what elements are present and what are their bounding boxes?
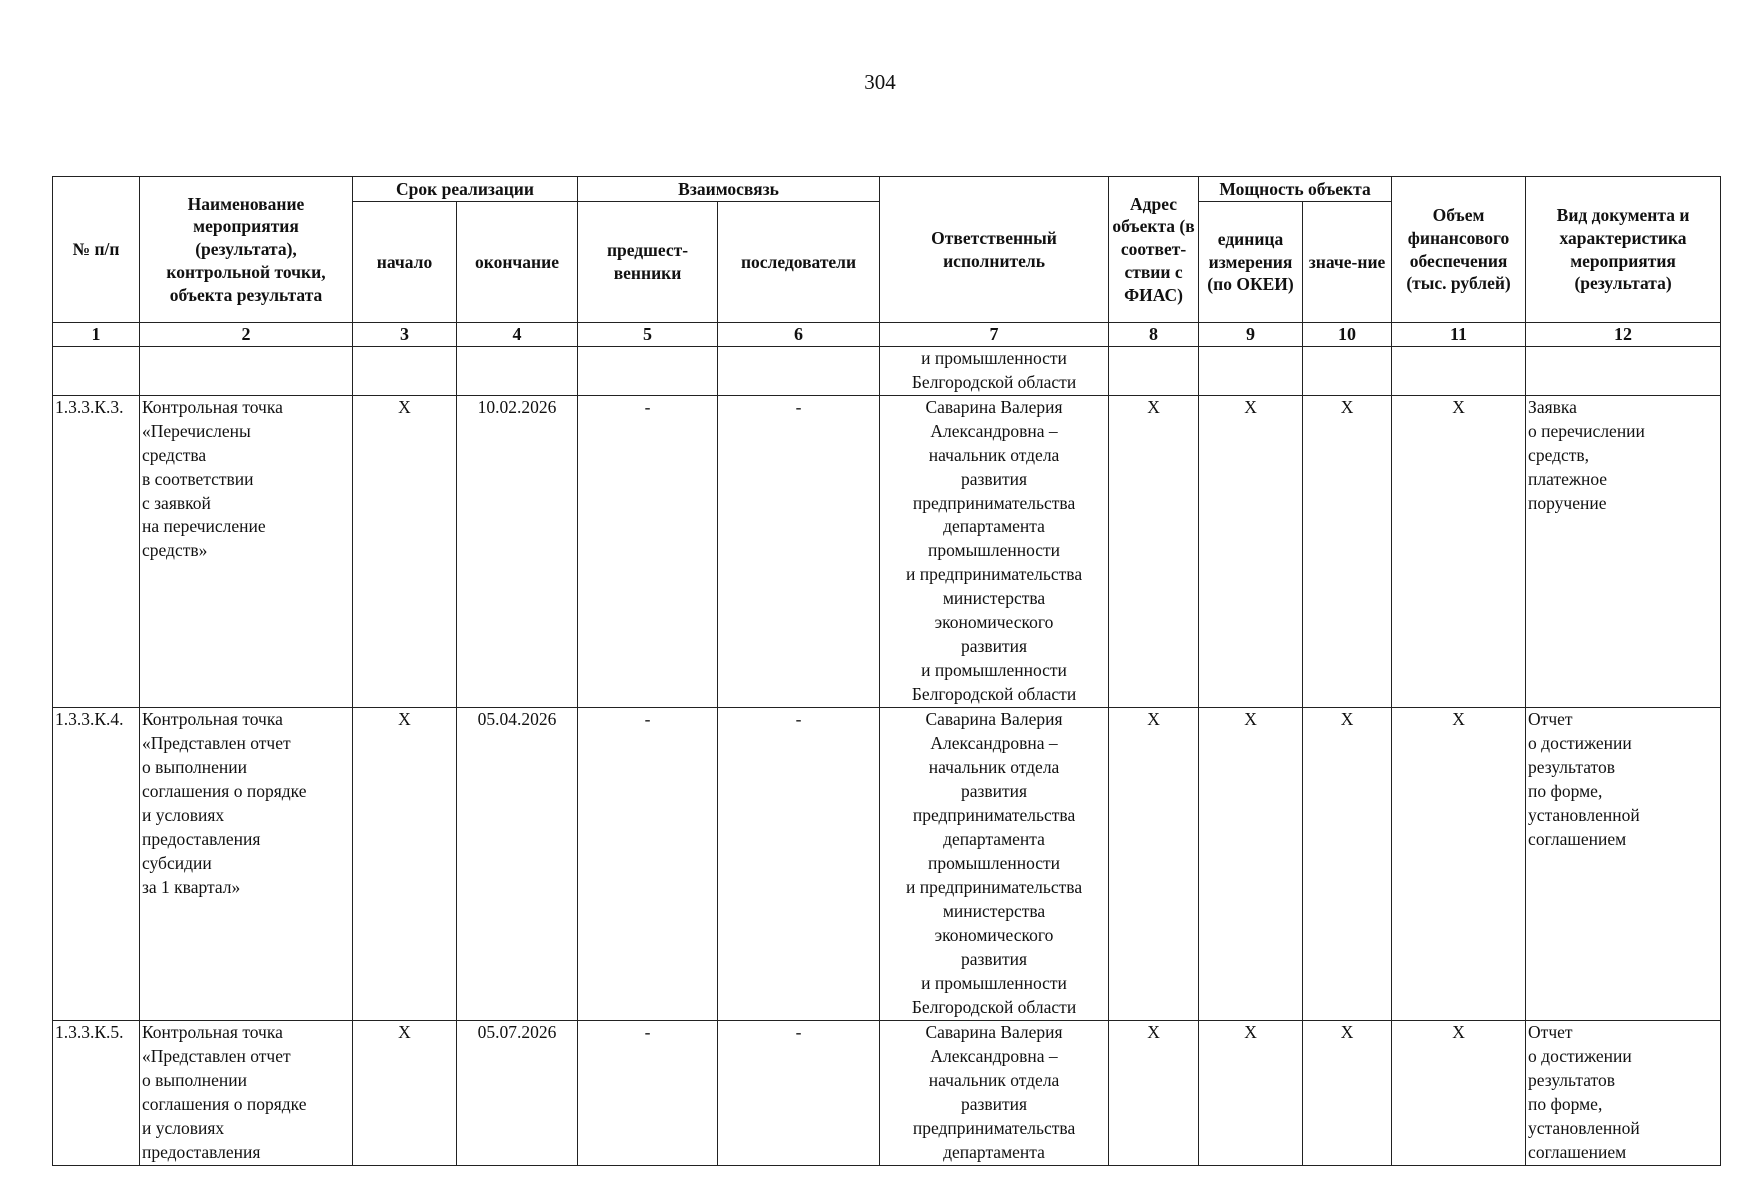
responsible-line: промышленности [928, 853, 1061, 874]
table-row [53, 395, 1721, 708]
name-line: о выполнении [142, 757, 247, 778]
responsible-line: предпринимательства [912, 1117, 1076, 1138]
document-line: Отчет [1528, 1021, 1573, 1042]
header-link-succ: последователи [718, 202, 880, 323]
responsible-cell [880, 1020, 1109, 1165]
document-line: результатов [1528, 757, 1615, 778]
page-number: 304 [864, 70, 896, 94]
name-line: за 1 квартал» [142, 877, 241, 897]
responsible-line: Саварина Валерия [925, 1021, 1063, 1042]
name-line: предоставления [142, 1141, 261, 1162]
document-line: по форме, [1528, 781, 1603, 802]
header-term-end: окончание [457, 202, 578, 323]
column-number: 6 [718, 323, 880, 347]
column-number: 4 [457, 323, 578, 347]
finance-cell: X [1392, 708, 1526, 1021]
unit-cell: X [1199, 708, 1303, 1021]
responsible-cell [880, 346, 1109, 395]
responsible-line: и предпринимательства [905, 564, 1083, 585]
document-line: о достижении [1528, 1045, 1632, 1066]
unit-cell: X [1199, 1020, 1303, 1165]
responsible-line: Александровна – [930, 1045, 1058, 1066]
responsible-line: департамента [943, 1141, 1045, 1162]
start-date-cell: X [353, 395, 457, 708]
responsible-line: экономического [934, 924, 1054, 945]
header-term-start: начало [353, 202, 457, 323]
name-line: Контрольная точка [142, 396, 283, 417]
responsible-line: Саварина Валерия [925, 396, 1063, 417]
responsible-line: и предпринимательства [905, 877, 1083, 897]
document-cell [1526, 1020, 1721, 1165]
responsible-line: министерства [942, 900, 1046, 921]
row-number-cell: 1.3.3.К.5. [53, 1020, 140, 1165]
end-date-cell: 05.04.2026 [457, 708, 578, 1021]
value-cell: X [1303, 1020, 1392, 1165]
responsible-line: промышленности [928, 540, 1061, 561]
responsible-line: и промышленности [921, 660, 1067, 681]
document-line: поручение [1528, 492, 1607, 513]
successors-cell: - [718, 708, 880, 1021]
responsible-line: развития [960, 948, 1028, 969]
responsible-line: Саварина Валерия [925, 709, 1063, 730]
address-cell: X [1109, 708, 1199, 1021]
column-number: 12 [1526, 323, 1721, 347]
column-number: 1 [53, 323, 140, 347]
name-line: с заявкой [142, 492, 211, 513]
header-capacity: Мощность объекта [1199, 177, 1392, 202]
name-line: соглашения о порядке [142, 1093, 307, 1114]
responsible-line: развития [960, 1093, 1028, 1114]
successors-cell: - [718, 395, 880, 708]
document-line: платежное [1528, 468, 1608, 489]
responsible-line: предпринимательства [912, 805, 1076, 826]
column-number: 7 [880, 323, 1109, 347]
document-cell [1526, 708, 1721, 1021]
responsible-line: начальник отдела [928, 444, 1060, 465]
name-line: средств» [142, 540, 208, 561]
header-term: Срок реализации [353, 177, 578, 202]
value-cell: X [1303, 395, 1392, 708]
name-line: в соответствии [142, 468, 254, 489]
name-line: и условиях [142, 805, 225, 826]
column-number: 2 [140, 323, 353, 347]
responsible-cell [880, 395, 1109, 708]
name-line: предоставления [142, 829, 261, 850]
column-number: 3 [353, 323, 457, 347]
name-line: субсидии [142, 853, 212, 874]
event-name-cell [140, 395, 353, 708]
responsible-line: развития [960, 781, 1028, 802]
name-line: на перечисление [142, 516, 266, 537]
column-number: 9 [1199, 323, 1303, 347]
column-number: 8 [1109, 323, 1199, 347]
responsible-line: Белгородской области [911, 996, 1077, 1017]
document-line: соглашением [1528, 829, 1627, 850]
unit-cell: X [1199, 395, 1303, 708]
name-line: и условиях [142, 1117, 225, 1138]
responsible-line: начальник отдела [928, 1069, 1060, 1090]
document-line: по форме, [1528, 1093, 1603, 1114]
document-line: установленной [1528, 805, 1640, 826]
document-cell [1526, 395, 1721, 708]
finance-cell: X [1392, 1020, 1526, 1165]
row-number-cell: 1.3.3.К.3. [53, 395, 140, 708]
responsible-line: Белгородской области [911, 371, 1077, 392]
table-row [53, 1020, 1721, 1165]
start-date-cell: X [353, 708, 457, 1021]
row-number-cell: 1.3.3.К.4. [53, 708, 140, 1021]
name-line: о выполнении [142, 1069, 247, 1090]
responsible-line: департамента [943, 829, 1045, 850]
responsible-line: департамента [943, 516, 1045, 537]
document-line: установленной [1528, 1117, 1640, 1138]
responsible-line: предпринимательства [912, 492, 1076, 513]
table-row [53, 708, 1721, 1021]
header-name: Наименование мероприятия (результата), контрольной точки, объекта результата [140, 177, 353, 323]
document-line: средств, [1528, 444, 1590, 465]
header-link-pred: предшест-венники [578, 202, 718, 323]
start-date-cell: X [353, 1020, 457, 1165]
header-capacity-unit: единица измерения (по ОКЕИ) [1199, 202, 1303, 323]
column-number: 11 [1392, 323, 1526, 347]
event-name-cell [140, 708, 353, 1021]
header-link: Взаимосвязь [578, 177, 880, 202]
responsible-line: и промышленности [921, 972, 1067, 993]
header-capacity-value: значе-ние [1303, 202, 1392, 323]
name-line: средства [142, 444, 207, 465]
name-line: «Перечислены [142, 420, 251, 441]
responsible-line: Александровна – [930, 733, 1058, 754]
finance-cell: X [1392, 395, 1526, 708]
responsible-cell [880, 708, 1109, 1021]
responsible-line: Александровна – [930, 420, 1058, 441]
successors-cell: - [718, 1020, 880, 1165]
responsible-line: и промышленности [921, 347, 1067, 368]
responsible-line: развития [960, 468, 1028, 489]
implementation-plan-table [52, 176, 1721, 1166]
address-cell: X [1109, 1020, 1199, 1165]
value-cell: X [1303, 708, 1392, 1021]
name-line: Контрольная точка [142, 709, 283, 730]
responsible-line: развития [960, 636, 1028, 657]
name-line: Контрольная точка [142, 1021, 283, 1042]
header-address: Адрес объекта (в соответ-ствии с ФИАС) [1109, 177, 1199, 323]
responsible-line: экономического [934, 612, 1054, 633]
document-line: о достижении [1528, 733, 1632, 754]
address-cell: X [1109, 395, 1199, 708]
responsible-line: министерства [942, 588, 1046, 609]
predecessors-cell: - [578, 395, 718, 708]
name-line: «Представлен отчет [142, 1045, 291, 1066]
name-line: «Представлен отчет [142, 733, 291, 754]
header-finance: Объем финансового обеспечения (тыс. рублей) [1392, 177, 1526, 323]
document-line: результатов [1528, 1069, 1615, 1090]
responsible-line: Белгородской области [911, 684, 1077, 705]
end-date-cell: 05.07.2026 [457, 1020, 578, 1165]
document-line: Заявка [1528, 396, 1577, 417]
name-line: соглашения о порядке [142, 781, 307, 802]
predecessors-cell: - [578, 1020, 718, 1165]
end-date-cell: 10.02.2026 [457, 395, 578, 708]
document-line: Отчет [1528, 709, 1573, 730]
column-number: 5 [578, 323, 718, 347]
predecessors-cell: - [578, 708, 718, 1021]
header-responsible: Ответственный исполнитель [880, 177, 1109, 323]
column-number: 10 [1303, 323, 1392, 347]
document-line: о перечислении [1528, 420, 1645, 441]
header-doc: Вид документа и характеристика мероприятия (результата) [1526, 177, 1721, 323]
header-num: № п/п [53, 177, 140, 323]
event-name-cell [140, 1020, 353, 1165]
responsible-line: начальник отдела [928, 757, 1060, 778]
continuation-row [53, 346, 1721, 395]
document-line: соглашением [1528, 1141, 1627, 1162]
